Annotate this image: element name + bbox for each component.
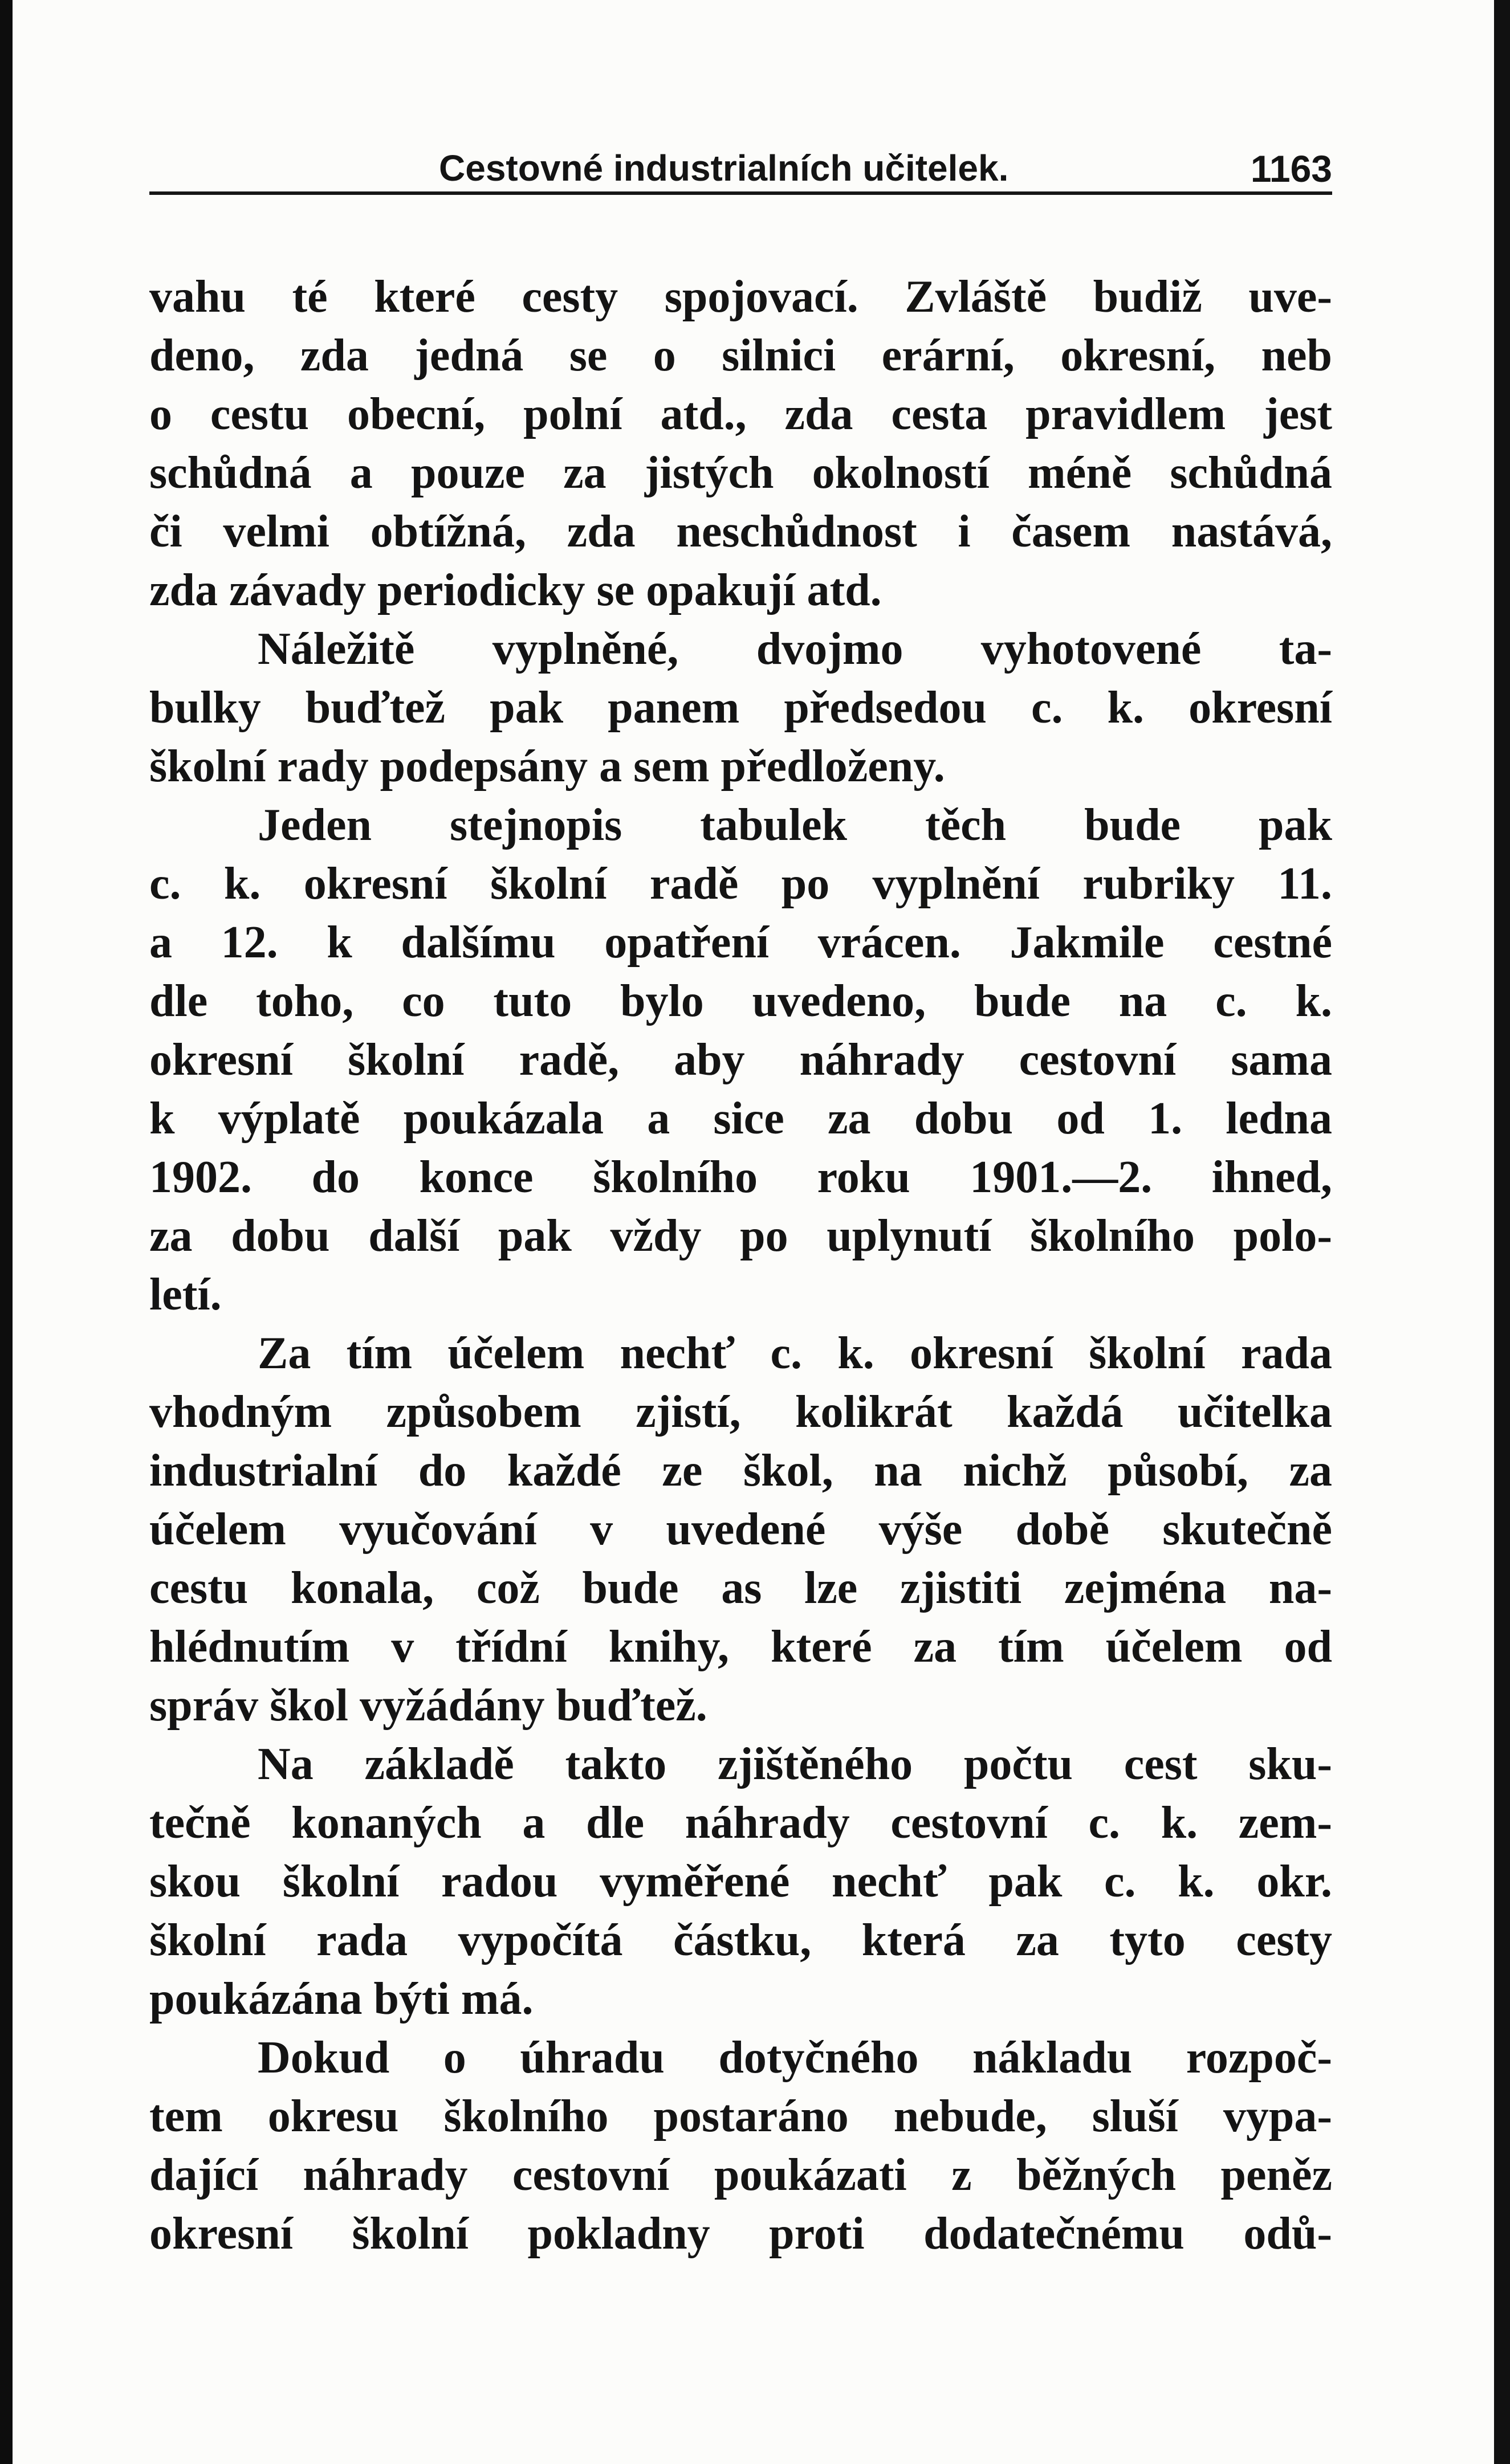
text-line: Náležitě vyplněné, dvojmo vyhotovené ta-	[258, 624, 1332, 674]
running-title: Cestovné industrialních učitelek.	[439, 148, 1009, 189]
text-line: deno, zda jedná se o silnici erární, okresní, neb	[149, 331, 1332, 381]
text-line: industrialní do každé ze škol, na nichž působí, za	[149, 1446, 1332, 1496]
text-line: účelem vyučování v uvedené výše době skutečně	[149, 1504, 1332, 1555]
text-line: školní rady podepsány a sem předloženy.	[149, 741, 945, 792]
text-line: cestu konala, což bude as lze zjistiti zejména na-	[149, 1563, 1332, 1613]
text-line: za dobu další pak vždy po uplynutí školního polo-	[149, 1211, 1332, 1261]
body-text	[149, 268, 1332, 2263]
text-line: o cestu obecní, polní atd., zda cesta pravidlem jest	[149, 389, 1332, 439]
text-line: a 12. k dalšímu opatření vrácen. Jakmile cestné	[149, 917, 1332, 968]
text-line: Dokud o úhradu dotyčného nákladu rozpoč-	[258, 2033, 1332, 2083]
text-line: Jeden stejnopis tabulek těch bude pak	[258, 800, 1332, 850]
scan-border-right	[1494, 0, 1510, 2464]
text-line: dající náhrady cestovní poukázati z běžných peněz	[149, 2150, 1332, 2200]
text-line: okresní školní pokladny proti dodatečnému odů-	[149, 2209, 1332, 2259]
text-line: bulky buďtež pak panem předsedou c. k. okresní	[149, 683, 1332, 733]
text-line: vhodným způsobem zjistí, kolikrát každá učitelka	[149, 1387, 1332, 1437]
text-line: c. k. okresní školní radě po vyplnění rubriky 11.	[149, 859, 1332, 909]
scan-border-left	[0, 0, 13, 2464]
text-line: správ škol vyžádány buďtež.	[149, 1680, 707, 1731]
text-line: školní rada vypočítá částku, která za tyto cesty	[149, 1915, 1332, 1965]
text-line: skou školní radou vyměřené nechť pak c. k. okr.	[149, 1857, 1332, 1907]
header-rule	[149, 191, 1332, 195]
book-page	[13, 0, 1494, 2464]
text-line: okresní školní radě, aby náhrady cestovní sama	[149, 1035, 1332, 1085]
text-line: schůdná a pouze za jistých okolností méně schůdná	[149, 448, 1332, 498]
text-line: vahu té které cesty spojovací. Zvláště budiž uve-	[149, 272, 1332, 322]
page-header	[149, 134, 1332, 197]
text-line: 1902. do konce školního roku 1901.—2. ihned,	[149, 1152, 1332, 1202]
text-line: zda závady periodicky se opakují atd.	[149, 565, 882, 615]
text-line: hlédnutím v třídní knihy, které za tím účelem od	[149, 1622, 1332, 1672]
text-line: dle toho, co tuto bylo uvedeno, bude na c. k.	[149, 976, 1332, 1026]
text-line: poukázána býti má.	[149, 1974, 534, 2024]
text-line: letí.	[149, 1270, 222, 1320]
text-line: k výplatě poukázala a sice za dobu od 1. ledna	[149, 1094, 1332, 1144]
text-line: Na základě takto zjištěného počtu cest sku-	[258, 1739, 1332, 1789]
text-line: tečně konaných a dle náhrady cestovní c. k. zem-	[149, 1798, 1332, 1848]
text-line: Za tím účelem nechť c. k. okresní školní rada	[258, 1328, 1332, 1378]
page-number: 1163	[1250, 148, 1332, 190]
text-line: tem okresu školního postaráno nebude, sluší vypa-	[149, 2091, 1332, 2141]
text-line: či velmi obtížná, zda neschůdnost i časem nastává,	[149, 507, 1332, 557]
